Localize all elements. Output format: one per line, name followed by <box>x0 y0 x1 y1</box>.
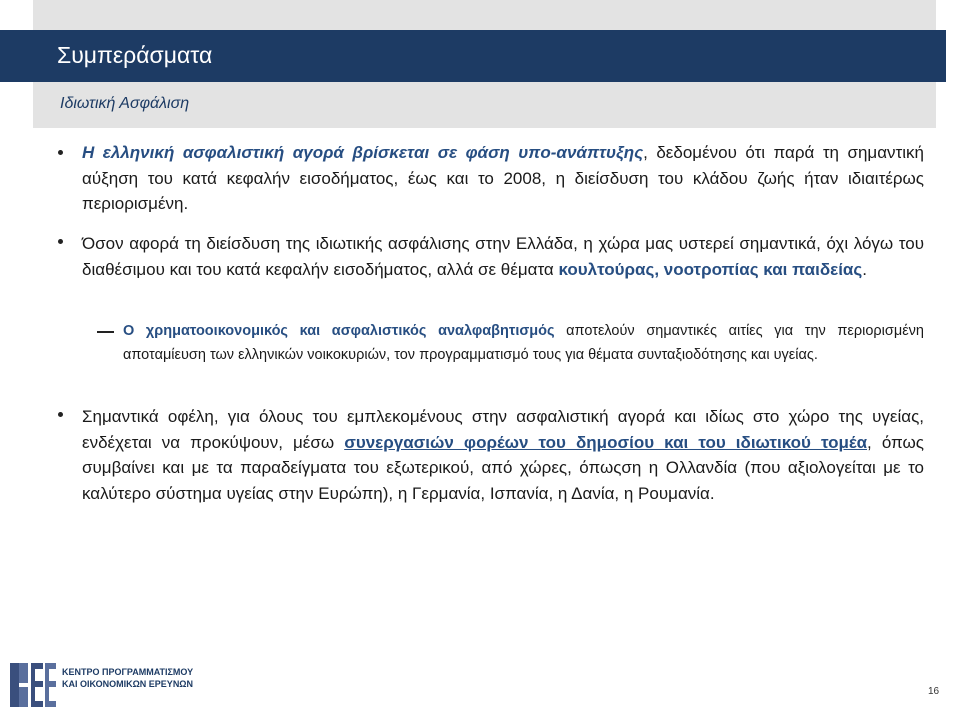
bullet-2-highlight: κουλτούρας, νοοτροπίας και παιδείας <box>558 259 863 279</box>
bullet-3-highlight: συνεργασιών φορέων του δημοσίου και του ιδιωτικού τομέα <box>344 432 868 452</box>
bullet-2 <box>82 231 924 282</box>
slide-subtitle: Ιδιωτική Ασφάλιση <box>60 95 190 112</box>
bullet-dot <box>58 412 63 417</box>
organization-name <box>62 666 193 690</box>
bullet-3-end: , όπως συμβαίνει και με τα παραδείγματα του εξωτερικού, από χώρες, όπωςση η Ολλανδία (που αξιολογείται με το καλύτερο σύστημα υγείας στην Ευρώπη), η Γερμανία, Ισπανία, η Δανία, η Ρουμανία. <box>82 432 924 503</box>
bullet-1-text: , δεδομένου ότι παρά τη σημαντική αύξηση του κατά κεφαλήν εισοδήματος, έως και το 2008, η διείσδυση του κλάδου ζωής ήταν ιδιαιτέρως περιορισμένη. <box>82 143 924 213</box>
bullet-2-end: . <box>862 259 867 279</box>
slide-title: Συμπεράσματα <box>57 42 213 68</box>
bullet-1-highlight: Η ελληνική ασφαλιστική αγορά βρίσκεται σε φάση υπο-ανάπτυξης <box>82 143 644 162</box>
organization-name-line-2: ΚΑΙ ΟΙΚΟΝΟΜΙΚΩΝ ΕΡΕΥΝΩΝ <box>62 679 194 689</box>
sub-bullet <box>123 320 924 367</box>
kepe-logo-icon <box>9 661 57 709</box>
sub-bullet-dash <box>97 331 114 333</box>
sub-bullet-highlight: Ο χρηματοοικονομικός και ασφαλιστικός αναλφαβητισμός <box>123 323 555 339</box>
bullet-dot <box>58 239 63 244</box>
bullet-dot <box>58 150 63 155</box>
page-number: 16 <box>928 686 940 697</box>
bullet-1 <box>82 140 924 217</box>
bullet-2-text: Όσον αφορά τη διείσδυση της ιδιωτικής ασφάλισης στην Ελλάδα, η χώρα μας υστερεί σημαντικά, όχι λόγω του διαθέσιμου και του κατά κεφαλήν εισοδήματος, αλλά σε θέματα <box>82 234 924 279</box>
organization-name-line-1: ΚΕΝΤΡΟ ΠΡΟΓΡΑΜΜΑΤΙΣΜΟΥ <box>62 667 194 677</box>
sub-bullet-text: αποτελούν σημαντικές αιτίες για την περιορισμένη αποταμίευση των ελληνικών νοικοκυριών, τον προγραμματισμό τους για θέματα συνταξιοδότησης και υγείας. <box>123 323 924 363</box>
bullet-3 <box>82 404 924 506</box>
bullet-3-text: Σημαντικά οφέλη, για όλους του εμπλεκομένους στην ασφαλιστική αγορά και ιδίως στο χώρο της υγείας, ενδέχεται να προκύψουν, μέσω <box>82 407 924 452</box>
